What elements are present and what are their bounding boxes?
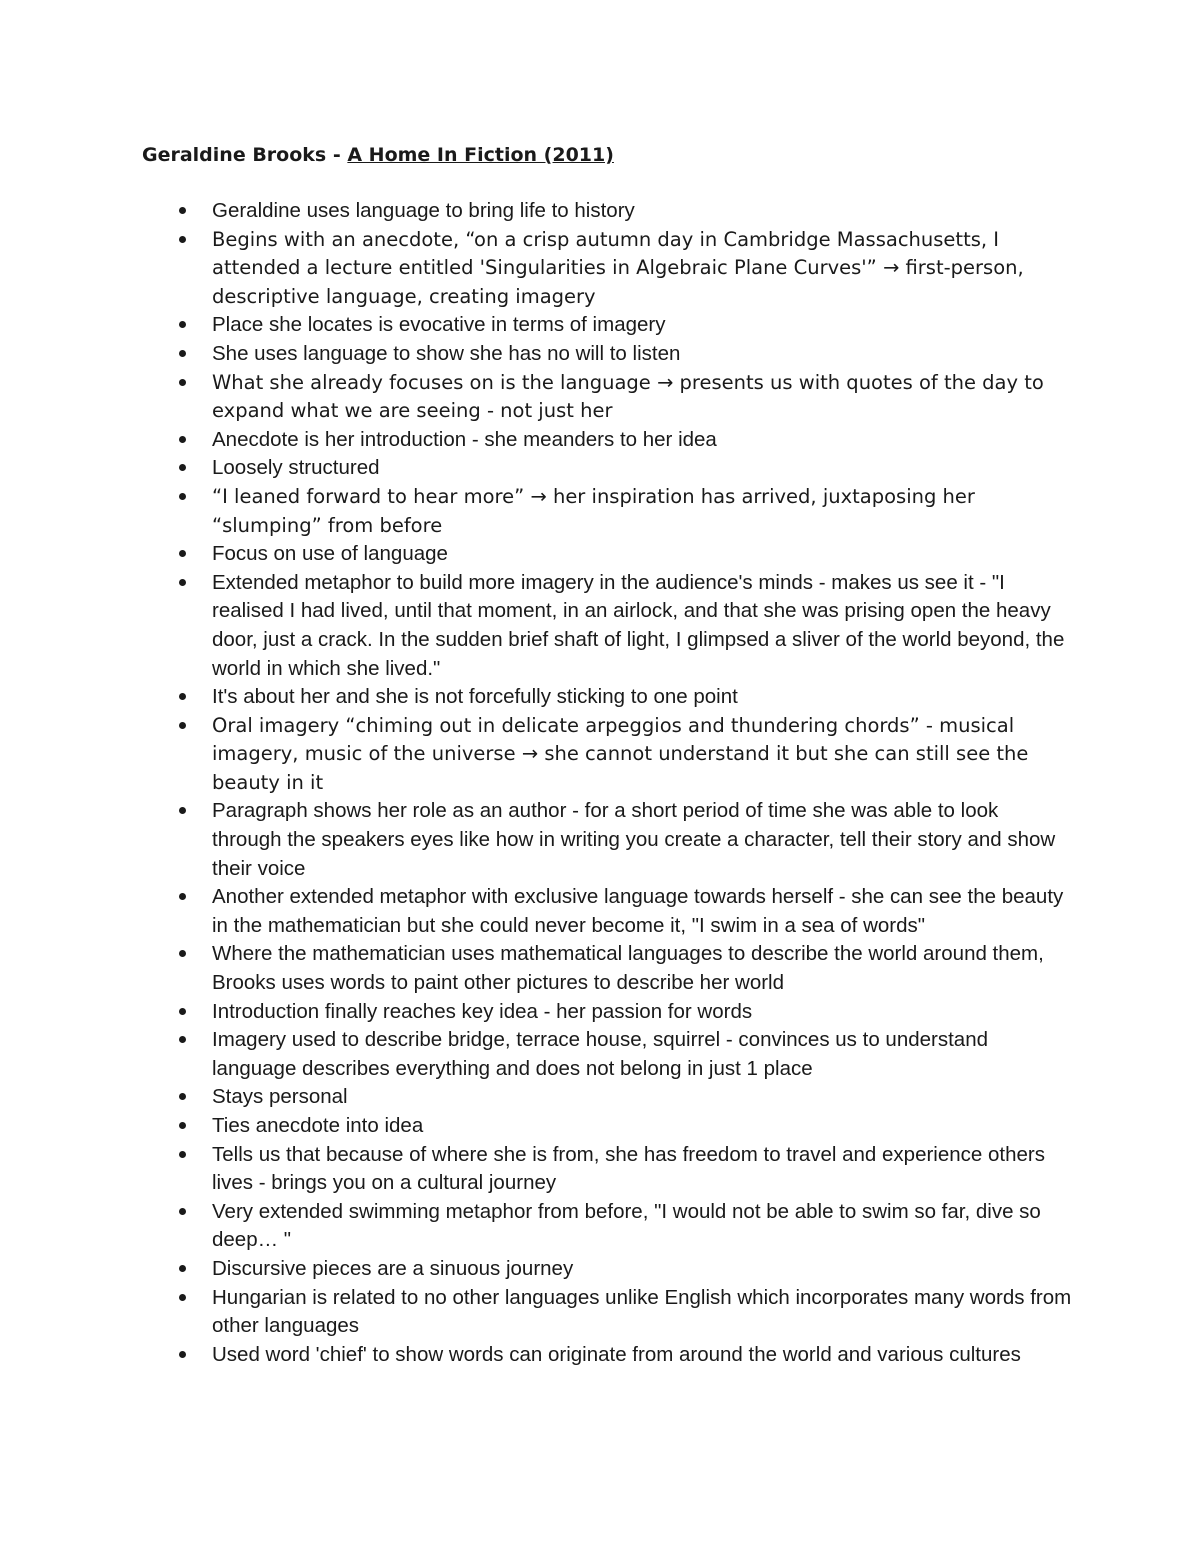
bullet-icon [179,207,186,214]
list-item [212,1083,1072,1112]
bullet-icon [179,1265,186,1272]
list-item [212,426,1072,455]
list-item [212,369,1072,426]
bullet-icon [179,1036,186,1043]
list-item-text: Used word 'chief' to show words can originate from around the world and various cultures [212,1342,1021,1366]
list-item [212,483,1072,540]
list-item-text: What she already focuses on is the language → presents us with quotes of the day to expand what we are seeing - not just her [212,370,1044,423]
list-item [212,1255,1072,1284]
list-item [212,712,1072,798]
list-item-text: Place she locates is evocative in terms of imagery [212,313,666,337]
list-item [212,454,1072,483]
list-item [212,1284,1072,1341]
list-item-text: It's about her and she is not forcefully sticking to one point [212,685,738,709]
title-work: A Home In Fiction (2011) [347,144,614,166]
list-item [212,683,1072,712]
list-item [212,197,1072,226]
list-item-text: Tells us that because of where she is from, she has freedom to travel and experience others lives - brings you on a cultural journey [212,1142,1045,1195]
list-item-text: Stays personal [212,1085,348,1109]
list-item-text: Focus on use of language [212,542,448,566]
list-item [212,1026,1072,1083]
bullet-icon [179,950,186,957]
bullet-icon [179,693,186,700]
list-item [212,311,1072,340]
list-item [212,540,1072,569]
list-item [212,1141,1072,1198]
list-item-text: Where the mathematician uses mathematical languages to describe the world around them, Brooks uses words to paint other pictures to describe her world [212,942,1044,995]
notes-list [212,197,1072,1369]
bullet-icon [179,321,186,328]
list-item [212,797,1072,883]
bullet-icon [179,379,186,386]
list-item [212,1112,1072,1141]
list-item-text: Oral imagery “chiming out in delicate arpeggios and thundering chords” - musical imagery, music of the universe → she cannot understand it but she can still see the beauty in it [212,713,1029,794]
list-item-text: Begins with an anecdote, “on a crisp autumn day in Cambridge Massachusetts, I attended a lecture entitled 'Singularities in Algebraic Plane Curves'” → first-person, descriptive language, creating imagery [212,227,1024,308]
list-item-text: Hungarian is related to no other languages unlike English which incorporates many words from other languages [212,1285,1072,1338]
list-item [212,998,1072,1027]
list-item-text: Ties anecdote into idea [212,1114,424,1137]
document-title [142,141,614,169]
bullet-icon [179,1122,186,1129]
bullet-icon [179,464,186,471]
bullet-icon [179,1208,186,1215]
bullet-icon [179,236,186,243]
list-item-text: Imagery used to describe bridge, terrace house, squirrel - convinces us to understand language describes everything and does not belong in just 1 place [212,1028,988,1080]
list-item-text: “I leaned forward to hear more” → her inspiration has arrived, juxtaposing her “slumping” from before [212,484,975,537]
bullet-icon [179,1294,186,1301]
list-item [212,226,1072,312]
bullet-icon [179,350,186,357]
list-item [212,569,1072,683]
bullet-icon [179,436,186,443]
bullet-icon [179,1351,186,1358]
title-author: Geraldine Brooks - [142,144,348,166]
list-item-text: Another extended metaphor with exclusive language towards herself - she can see the beauty in the mathematician but she could never become it, "I swim in a sea of words" [212,885,1064,937]
list-item [212,940,1072,997]
list-item [212,1198,1072,1255]
list-item-text: Introduction finally reaches key idea - her passion for words [212,999,753,1023]
bullet-icon [179,550,186,557]
list-item [212,1341,1072,1370]
list-item-text: Very extended swimming metaphor from before, "I would not be able to swim so far, dive so deep… " [212,1199,1041,1252]
bullet-icon [179,722,186,729]
bullet-icon [179,1151,186,1158]
list-item [212,340,1072,369]
list-item-text: Anecdote is her introduction - she meanders to her idea [212,427,717,451]
bullet-icon [179,493,186,500]
bullet-icon [179,1093,186,1100]
bullet-icon [179,579,186,586]
list-item-text: Geraldine uses language to bring life to history [212,199,635,222]
list-item-text: Loosely structured [212,456,380,480]
list-item [212,883,1072,940]
list-item-text: She uses language to show she has no will to listen [212,341,681,365]
bullet-icon [179,893,186,900]
list-item-text: Discursive pieces are a sinuous journey [212,1256,574,1280]
bullet-icon [179,1008,186,1015]
bullet-icon [179,807,186,814]
list-item-text: Paragraph shows her role as an author - for a short period of time she was able to look through the speakers eyes like how in writing you create a character, tell their story and show their voice [212,799,1056,880]
list-item-text: Extended metaphor to build more imagery in the audience's minds - makes us see it - "I realised I had lived, until that moment, in an airlock, and that she was prising open the heavy door, just a crack. In the sudden brief shaft of light, I glimpsed a sliver of the world beyond, the world in which she lived." [212,570,1065,680]
